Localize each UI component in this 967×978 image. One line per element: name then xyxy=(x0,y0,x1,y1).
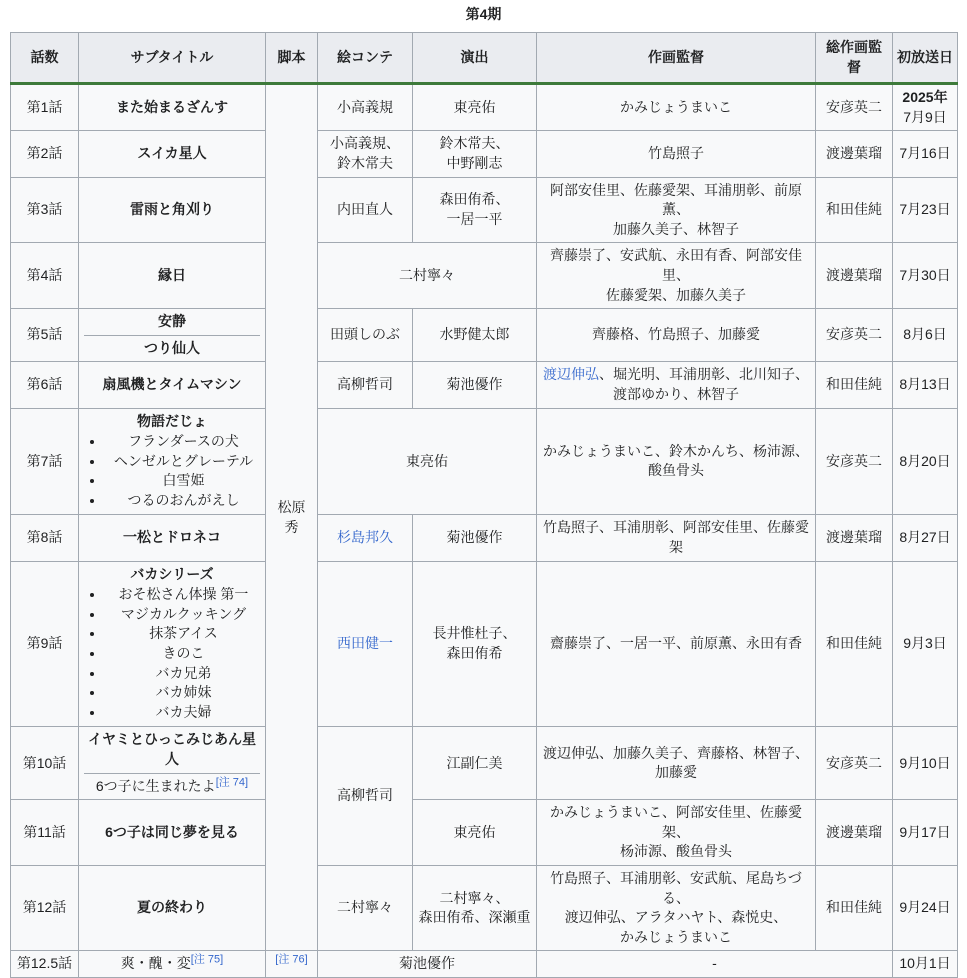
bold-text: 縁日 xyxy=(158,266,186,283)
wiki-link[interactable]: 渡辺伸弘 xyxy=(543,366,599,383)
subtitle-list-item: • おそ松さん体操 第一 xyxy=(105,585,260,605)
animation-director-cell: 渡辺伸弘、堀光明、耳浦朋彰、北川知子、 渡部ゆかり、林智子 xyxy=(537,362,816,408)
animation-director-cell: 齊藤格、竹島照子、加藤愛 xyxy=(537,309,816,362)
footnote-link[interactable]: [注 74] xyxy=(215,775,249,788)
subtitle-cell: イヤミとひっこみじあん星人 6つ子に生まれたよ[注 74] xyxy=(79,727,266,800)
animation-director-cell: かみじょうまいこ xyxy=(537,84,816,131)
storyboard-cell: 高柳哲司 xyxy=(318,727,413,866)
subtitle-list-item: • つるのおんがえし xyxy=(105,491,260,511)
header-storyboard: 絵コンテ xyxy=(318,33,413,84)
episode-cell: 第9話 xyxy=(11,561,79,727)
air-date-cell: 9月10日 xyxy=(893,727,958,800)
episode-cell: 第12話 xyxy=(11,865,79,950)
episode-row xyxy=(11,408,958,515)
air-date-cell: 7月30日 xyxy=(893,243,958,309)
subtitle-list xyxy=(105,585,260,722)
direction-cell: 二村寧々、 森田侑希、深瀬重 xyxy=(413,865,537,950)
storyboard-direction-cell: 二村寧々 xyxy=(318,243,537,309)
subtitle-cell xyxy=(79,800,266,866)
air-date-cell: 7月16日 xyxy=(893,131,958,177)
episode-list-section xyxy=(10,4,957,978)
storyboard-direction-cell: 菊池優作 xyxy=(318,951,537,978)
episode-row xyxy=(11,243,958,309)
footnote-sup xyxy=(216,776,248,788)
air-date-cell: 10月1日 xyxy=(893,951,958,978)
subtitle-cell xyxy=(79,865,266,950)
script-cell xyxy=(266,951,318,978)
episode-row xyxy=(11,177,958,243)
wiki-link[interactable]: 杉島邦久 xyxy=(337,529,393,546)
chief-animation-director-cell: 安彦英二 xyxy=(816,309,893,362)
chief-animation-director-cell: 和田佳純 xyxy=(816,865,893,950)
episode-cell: 第12.5話 xyxy=(11,951,79,978)
episode-cell: 第10話 xyxy=(11,727,79,800)
footnote-sup xyxy=(191,954,223,966)
chief-animation-director-cell: 和田佳純 xyxy=(816,362,893,408)
subtitle-cell xyxy=(79,243,266,309)
header-episode: 話数 xyxy=(11,33,79,84)
subtitle-list xyxy=(105,432,260,510)
animation-director-cell: 竹島照子、耳浦朋彰、阿部安佳里、佐藤愛架 xyxy=(537,515,816,561)
footnote-link[interactable]: [注 76] xyxy=(275,953,308,966)
header-direction: 演出 xyxy=(413,33,537,84)
bold-text: スイカ星人 xyxy=(137,145,207,162)
episode-row xyxy=(11,515,958,561)
subtitle-cell: 爽・醜・変[注 75] xyxy=(79,951,266,978)
animation-director-cell: かみじょうまいこ、鈴木かんち、杨沛源、 酸鱼骨头 xyxy=(537,408,816,515)
storyboard-cell: 田頭しのぶ xyxy=(318,309,413,362)
air-date-cell: 7月23日 xyxy=(893,177,958,243)
subtitle-cell xyxy=(79,177,266,243)
subtitle-list-item: • 抹茶アイス xyxy=(105,624,260,644)
air-date-cell: 8月20日 xyxy=(893,408,958,515)
episode-row xyxy=(11,800,958,866)
subtitle-list-item: • バカ夫婦 xyxy=(105,703,260,723)
bold-text: また始まるざんす xyxy=(116,98,228,115)
air-date-cell: 9月24日 xyxy=(893,865,958,950)
chief-animation-director-cell: 安彦英二 xyxy=(816,727,893,800)
direction-cell: 東亮佑 xyxy=(413,800,537,866)
bold-text: 雷雨と角刈り xyxy=(130,201,214,218)
header-chief-animation-director: 総作画監督 xyxy=(816,33,893,84)
episode-cell: 第5話 xyxy=(11,309,79,362)
episode-cell: 第11話 xyxy=(11,800,79,866)
subtitle-list-item: • マジカルクッキング xyxy=(105,605,260,625)
animation-director-cell: かみじょうまいこ、阿部安佳里、佐藤愛架、 杨沛源、酸鱼骨头 xyxy=(537,800,816,866)
episode-cell: 第3話 xyxy=(11,177,79,243)
storyboard-cell: 二村寧々 xyxy=(318,865,413,950)
episode-row xyxy=(11,865,958,950)
footnote-sup xyxy=(275,954,307,966)
direction-cell: 鈴木常夫、 中野剛志 xyxy=(413,131,537,177)
chief-animation-director-cell: 渡邊葉瑠 xyxy=(816,243,893,309)
animation-director-cell: 齋藤崇了、一居一平、前原薫、永田有香 xyxy=(537,561,816,727)
bold-text: 扇風機とタイムマシン xyxy=(102,376,242,393)
episode-row xyxy=(11,362,958,408)
air-date-cell: 8月6日 xyxy=(893,309,958,362)
direction-cell: 水野健太郎 xyxy=(413,309,537,362)
bold-text: 6つ子は同じ夢を見る xyxy=(105,823,239,840)
episode-cell: 第7話 xyxy=(11,408,79,515)
bold-text: 物語だじょ xyxy=(137,412,207,429)
chief-animation-director-cell: 渡邊葉瑠 xyxy=(816,800,893,866)
direction-cell: 東亮佑 xyxy=(413,84,537,131)
direction-cell: 菊池優作 xyxy=(413,515,537,561)
header-row xyxy=(11,33,958,84)
episode-cell: 第1話 xyxy=(11,84,79,131)
subtitle-divider xyxy=(84,335,260,336)
subtitle-cell xyxy=(79,515,266,561)
air-date-cell: 9月17日 xyxy=(893,800,958,866)
chief-animation-director-cell: 和田佳純 xyxy=(816,561,893,727)
chief-animation-director-cell: 渡邊葉瑠 xyxy=(816,515,893,561)
bold-text: バカシリーズ xyxy=(130,565,214,582)
subtitle-cell xyxy=(79,131,266,177)
episode-cell: 第4話 xyxy=(11,243,79,309)
storyboard-cell: 小高義規、 鈴木常夫 xyxy=(318,131,413,177)
animation-director-cell: 渡辺伸弘、加藤久美子、齊藤格、林智子、 加藤愛 xyxy=(537,727,816,800)
episode-cell: 第2話 xyxy=(11,131,79,177)
header-subtitle: サブタイトル xyxy=(79,33,266,84)
episode-row xyxy=(11,561,958,727)
subtitle-cell xyxy=(79,84,266,131)
subtitle-list-item: • バカ兄弟 xyxy=(105,664,260,684)
animation-director-cell: 竹島照子 xyxy=(537,131,816,177)
script-cell: 松原秀 xyxy=(266,84,318,951)
subtitle-list-item: • 白雪姫 xyxy=(105,471,260,491)
subtitle-cell xyxy=(79,362,266,408)
storyboard-cell xyxy=(318,561,413,727)
air-date-cell: 9月3日 xyxy=(893,561,958,727)
animation-director-cell: 齊藤崇了、安武航、永田有香、阿部安佳里、 佐藤愛架、加藤久美子 xyxy=(537,243,816,309)
animation-chief-merged-cell: - xyxy=(537,951,893,978)
subtitle-divider xyxy=(84,773,260,774)
header-air-date: 初放送日 xyxy=(893,33,958,84)
animation-director-cell: 竹島照子、耳浦朋彰、安武航、尾島ちづる、 渡辺伸弘、アラタハヤト、森悦史、 かみじょうまいこ xyxy=(537,865,816,950)
episode-row xyxy=(11,131,958,177)
storyboard-cell: 内田直人 xyxy=(318,177,413,243)
subtitle-cell xyxy=(79,561,266,727)
direction-cell: 長井惟杜子、 森田侑希 xyxy=(413,561,537,727)
subtitle-cell xyxy=(79,408,266,515)
chief-animation-director-cell: 渡邊葉瑠 xyxy=(816,131,893,177)
subtitle-list-item: • フランダースの犬 xyxy=(105,432,260,452)
bold-text: 安静 xyxy=(158,313,186,330)
episode-row xyxy=(11,951,958,978)
storyboard-cell xyxy=(318,515,413,561)
direction-cell: 江副仁美 xyxy=(413,727,537,800)
season-title: 第4期 xyxy=(465,6,502,22)
chief-animation-director-cell: 和田佳純 xyxy=(816,177,893,243)
footnote-link[interactable]: [注 75] xyxy=(190,953,224,966)
air-date-cell: 2025年 7月9日 xyxy=(893,84,958,131)
direction-cell: 森田侑希、 一居一平 xyxy=(413,177,537,243)
storyboard-cell: 高柳哲司 xyxy=(318,362,413,408)
header-animation-director: 作画監督 xyxy=(537,33,816,84)
bold-text: 2025年 xyxy=(902,89,948,106)
bold-text: イヤミとひっこみじあん星人 xyxy=(88,731,256,767)
bold-text: 夏の終わり xyxy=(137,899,207,916)
episode-cell: 第6話 xyxy=(11,362,79,408)
subtitle-list-item: • きのこ xyxy=(105,644,260,664)
header-script: 脚本 xyxy=(266,33,318,84)
episode-row xyxy=(11,309,958,362)
chief-animation-director-cell: 安彦英二 xyxy=(816,408,893,515)
bold-text: つり仙人 xyxy=(144,339,200,356)
chief-animation-director-cell: 安彦英二 xyxy=(816,84,893,131)
wiki-link[interactable]: 西田健一 xyxy=(337,635,393,652)
episode-cell: 第8話 xyxy=(11,515,79,561)
storyboard-cell: 小高義規 xyxy=(318,84,413,131)
animation-director-cell: 阿部安佳里、佐藤愛架、耳浦朋彰、前原薫、 加藤久美子、林智子 xyxy=(537,177,816,243)
direction-cell: 菊池優作 xyxy=(413,362,537,408)
subtitle-list-item: • バカ姉妹 xyxy=(105,683,260,703)
subtitle-cell xyxy=(79,309,266,362)
bold-text: 一松とドロネコ xyxy=(123,529,221,546)
episode-row xyxy=(11,727,958,800)
subtitle-list-item: • ヘンゼルとグレーテル xyxy=(105,452,260,472)
episode-table xyxy=(10,32,958,978)
episode-row xyxy=(11,84,958,131)
air-date-cell: 8月27日 xyxy=(893,515,958,561)
storyboard-direction-cell: 東亮佑 xyxy=(318,408,537,515)
air-date-cell: 8月13日 xyxy=(893,362,958,408)
